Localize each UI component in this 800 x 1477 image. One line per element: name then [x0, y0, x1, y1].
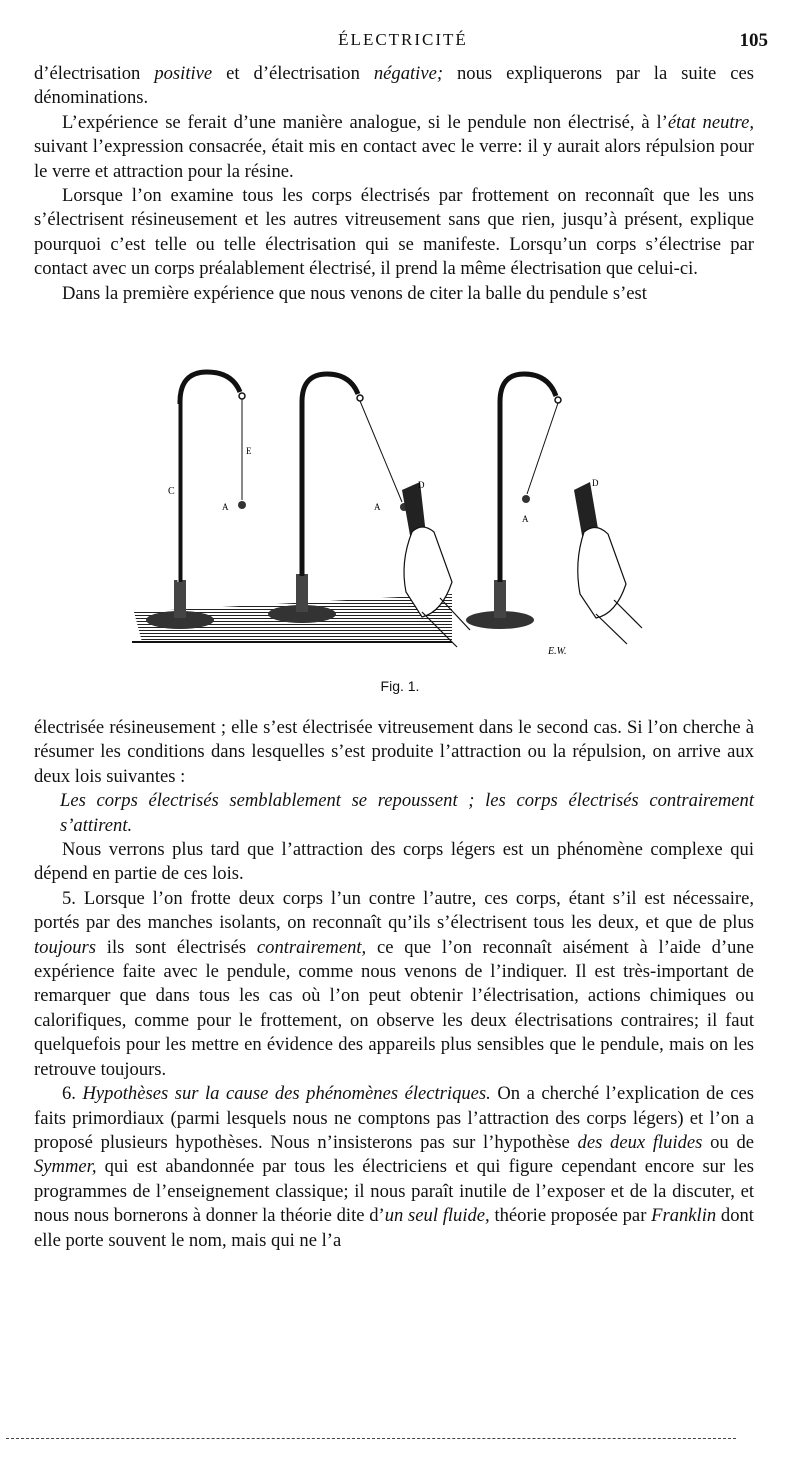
text-run: 6.: [62, 1083, 83, 1105]
pendulum-3: [466, 374, 642, 644]
figure-label-c: C: [168, 486, 175, 497]
italic-run: Franklin: [651, 1205, 717, 1227]
figure-label-a1: A: [222, 502, 229, 512]
text-run: et d’électrisation: [212, 63, 374, 84]
text-run: d’électrisation: [34, 63, 155, 84]
italic-run: positive: [154, 63, 213, 84]
engraver-signature: E.W.: [548, 646, 567, 657]
paragraph: [34, 184, 754, 282]
text-run: On a cherché l’explication de ces faits primordiaux (parmi lesquels nous ne comptons pas l’attraction des corps légers) et l’on a proposé plusieurs hypothèses. Nous n’insisterons pas sur l’hypothèse: [34, 1083, 754, 1153]
text-run: suivant l’expression consacrée, était mis en contact avec le verre: il y aurait alors répulsion pour le verre et attraction pour la résine.: [34, 136, 754, 182]
text-run: 5. Lorsque l’on frotte deux corps l’un contre l’autre, ces corps, étant s’il est nécessaire, portés par des manches isolants, on reconnaît qu’ils s’électrisent tous les deux, et que de plus: [34, 887, 754, 934]
paragraph: [34, 282, 754, 306]
paragraph-section-5: [34, 887, 754, 1082]
text-run: nous expliquerons par la suite ces dénominations.: [34, 63, 755, 109]
text-run: ou de: [702, 1131, 754, 1153]
law-statement: [34, 789, 754, 838]
page-header: [38, 28, 768, 58]
text-run: qui est abandonnée par tous les électriciens et qui figure cependant encore sur les programmes de l’enseignement classique; il nous paraît inutile de l’exposer et de la discuter, et nous nous bornerons à donner la théorie dite d’: [34, 1156, 754, 1227]
italic-run: toujours: [34, 936, 96, 958]
text-block-bottom: [34, 716, 754, 1253]
paragraph: [34, 716, 754, 789]
figure-label-d2: D: [418, 480, 425, 490]
text-run: Dans la première expérience que nous venons de citer la balle du pendule s’est: [62, 282, 647, 304]
text-run: théorie proposée par: [489, 1205, 652, 1227]
text-run: L’expérience se ferait d’une manière analogue, si le pendule non électrisé, à l’: [62, 111, 668, 133]
figure-caption: Fig. 1.: [380, 678, 420, 694]
figure-label-e: E: [246, 446, 252, 456]
italic-run: contrairement,: [256, 936, 367, 958]
paragraph: [34, 111, 754, 184]
text-run: ce que l’on reconnaît aisément à l’aide d’une expérience faite avec le pendule, comme nous venons de l’indiquer. Il est très-important de remarquer que dans tous les cas où l’on peut obtenir l’électrisation, actions chimiques ou calorifiques, comme pour le frottement, on observe les deux électrisations contraires; il faut quelquefois pour les mettre en évidence des appareils plus sensibles que le pendule, mais on les retrouve toujours.: [34, 936, 754, 1080]
italic-run: Hypothèses sur la cause des phénomènes électriques.: [82, 1083, 491, 1105]
paragraph: [34, 838, 754, 887]
text-run: dont elle porte souvent le nom, mais qui ne l’a: [34, 1205, 754, 1251]
figure-label-d3: D: [592, 478, 599, 488]
paragraph-section-6: [34, 1082, 754, 1253]
text-run: Lorsque l’on examine tous les corps électrisés par frottement on reconnaît que les uns s’électrisent résineusement et les autres vitreusement sans que rien, jusqu’à présent, explique pourquoi c’est telle ou telle électrisation qui se manifeste. Lorsqu’un corps s’électrise par contact avec un corps préalablement électrisé, il prend la même électrisation que celui-ci.: [34, 185, 754, 280]
pendulum-1: [146, 372, 246, 629]
text-run: Nous verrons plus tard que l’attraction des corps légers est un phénomène complexe qui dépend en partie de ces lois.: [34, 839, 754, 885]
figure-pendulum-illustration: [122, 362, 670, 662]
text-run: électrisée résineusement ; elle s’est électrisée vitreusement dans le second cas. Si l’on cherche à résumer les conditions dans lesquelles s’est produite l’attraction ou la répulsion, on arrive aux deux lois suivantes :: [34, 717, 754, 787]
footer-rule: [6, 1438, 736, 1439]
page-number: 105: [739, 30, 768, 51]
pendulum-engraving: [122, 362, 670, 662]
text-block-top: [34, 62, 754, 306]
figure-label-a2: A: [374, 502, 381, 512]
italic-run: négative;: [373, 63, 444, 84]
paragraph: [34, 62, 754, 111]
italic-run: Symmer,: [34, 1156, 97, 1178]
italic-run: Les corps électrisés semblablement se repoussent ; les corps électrisés contrairement s’attirent.: [60, 790, 754, 836]
italic-run: état neutre,: [667, 111, 754, 133]
italic-run: des deux fluides: [577, 1131, 703, 1153]
italic-run: un seul fluide,: [384, 1205, 490, 1227]
running-title: ÉLECTRICITÉ: [338, 30, 468, 49]
figure-label-a3: A: [522, 514, 529, 524]
text-run: ils sont électrisés: [96, 936, 257, 958]
